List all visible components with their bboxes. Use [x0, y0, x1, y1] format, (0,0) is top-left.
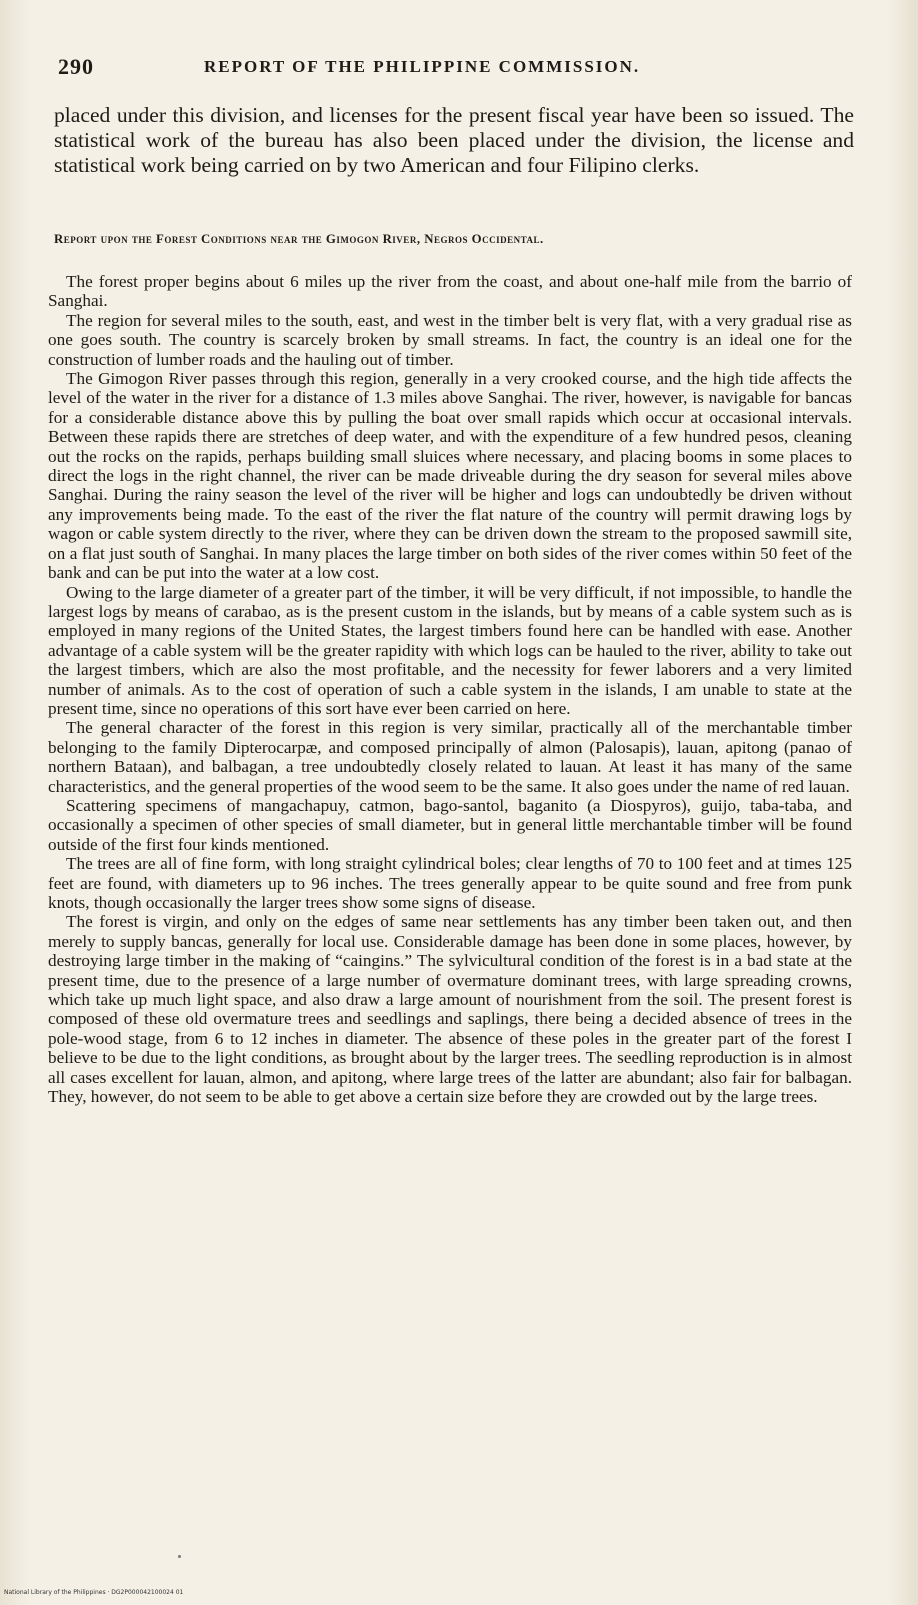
running-title: REPORT OF THE PHILIPPINE COMMISSION.: [204, 57, 641, 76]
paragraph-virgin-forest: The forest is virgin, and only on the edges of same near settlements has any timber been taken out, and then merely to supply bancas, generally for local use. Considerable damage has been done in some places, however, by destroying large timber in the making of “caingins.” The sylvicultural condition of the forest is in a bad state at the present time, due to the presence of a large number of overmature dominant trees, with large spreading crowns, which take up much light space, and also draw a large amount of nourishment from the soil. The present forest is composed of these old overmature trees and seedlings and saplings, there being a decided absence of trees in the pole-wood stage, from 6 to 12 inches in diameter. The absence of these poles in the greater part of the forest I believe to be due to the light conditions, as brought about by the larger trees. The seedling reproduction is in almost all cases excellent for lauan, almon, and apitong, where large trees of the latter are abundant; also fair for balbagan. They, however, do not seem to be able to get above a certain size before they are crowded out by the large trees.: [48, 912, 852, 1107]
lead-paragraph: placed under this division, and licenses for the present fiscal year have been so issued. The statistical work of the bureau has also been placed under the division, the license and statistical work being carried on by two American and four Filipino clerks.: [54, 103, 854, 177]
paragraph-gimogon-river: The Gimogon River passes through this region, generally in a very crooked course, and the high tide affects the level of the water in the river for a distance of 1.3 miles above Sanghai. The river, however, is navigable for bancas for a considerable distance above this by pulling the boat over small rapids which occur at occasional intervals. Between these rapids there are stretches of deep water, and with the expenditure of a few hundred pesos, cleaning out the rocks on the rapids, perhaps building small sluices where necessary, and placing booms in some places to direct the logs in the right channel, the river can be made driveable during the dry season for several miles above Sanghai. During the rainy season the level of the river will be higher and logs can undoubtedly be driven without any improvements being made. To the east of the river the flat nature of the country will permit drawing logs by wagon or cable system directly to the river, where they can be driven down the stream to the proposed sawmill site, on a flat just south of Sanghai. In many places the large timber on both sides of the river comes within 50 feet of the bank and can be put into the water at a low cost.: [48, 369, 852, 583]
paragraph-scattering-specimens: Scattering specimens of mangachapuy, catmon, bago-santol, baganito (a Diospyros), guijo, taba-taba, and occasionally a specimen of other species of small diameter, but in general little merchantable timber will be found outside of the first four kinds mentioned.: [48, 795, 852, 854]
page-number: 290: [58, 54, 94, 79]
report-body: [48, 272, 852, 1106]
paragraph-tree-form: The trees are all of fine form, with long straight cylindrical boles; clear lengths of 70 to 100 feet and at times 125 feet are found, with diameters up to 96 inches. The trees generally appear to be quite sound and free from punk knots, though occasionally the larger trees show some signs of disease.: [48, 854, 852, 912]
scan-speck: [178, 1555, 181, 1558]
library-stamp: National Library of the Philippines · DG2P000042100024 01: [4, 1589, 184, 1596]
paragraph-region-flat: The region for several miles to the south, east, and west in the timber belt is very flat, with a very gradual rise as one goes south. The country is scarcely broken by small streams. In fact, the country is an ideal one for the construction of lumber roads and the hauling out of timber.: [48, 310, 852, 369]
page-header: [58, 54, 858, 84]
section-heading: Report upon the Forest Conditions near the Gimogon River, Negros Occidental.: [54, 232, 544, 246]
paragraph-cable-system: Owing to the large diameter of a greater part of the timber, it will be very difficult, if not impossible, to handle the largest logs by means of carabao, as is the present custom in the islands, but by means of a cable system such as is employed in many regions of the United States, the largest timbers found here can be handled with ease. Another advantage of a cable system will be the greater rapidity with which logs can be hauled to the river, ability to take out the largest timbers, which are also the most profitable, and the necessity for fewer laborers and a very limited number of animals. As to the cost of operation of such a cable system in the islands, I am unable to state at the present time, since no operations of this sort have ever been carried on here.: [48, 582, 852, 718]
paragraph-forest-begins: The forest proper begins about 6 miles up the river from the coast, and about one-half mile from the barrio of Sanghai.: [48, 272, 852, 311]
paragraph-forest-character: The general character of the forest in this region is very similar, practically all of the merchantable timber belonging to the family Dipterocarpæ, and composed principally of almon (Palosapis), lauan, apitong (panao of northern Bataan), and balbagan, a tree undoubtedly closely related to lauan. At least it has many of the same characteristics, and the general properties of the wood seem to be the same. It also goes under the name of red lauan.: [48, 718, 852, 796]
